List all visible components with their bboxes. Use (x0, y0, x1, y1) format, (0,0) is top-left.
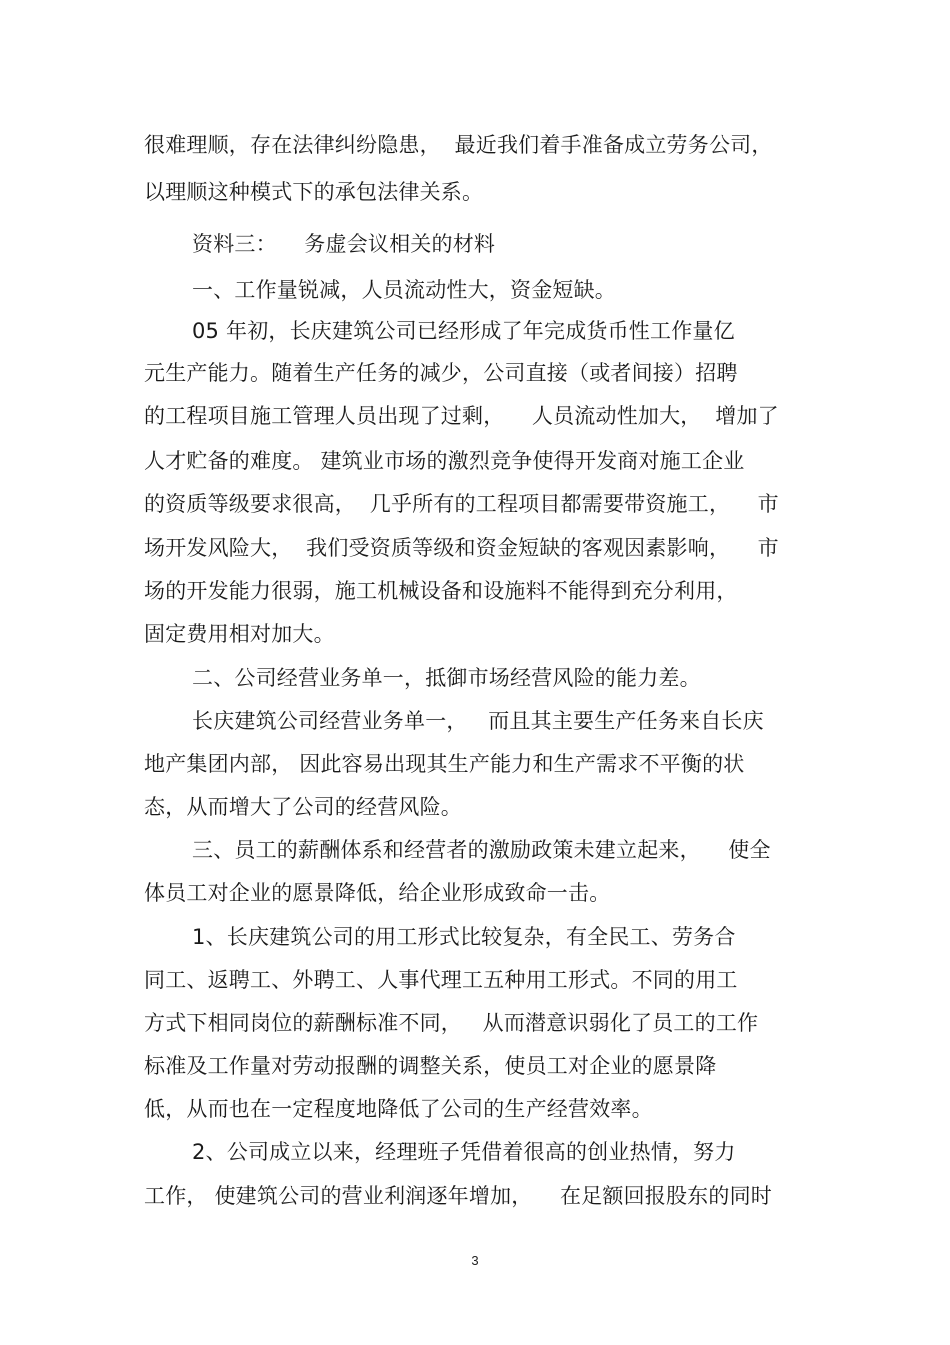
text-line: 2、公司成立以来，经理班子凭借着很高的创业热情，努力 (192, 1140, 736, 1164)
text-line: 场的开发能力很弱，施工机械设备和设施料不能得到充分利用， (144, 579, 738, 603)
text-line: 低，从而也在一定程度地降低了公司的生产经营效率。 (144, 1097, 653, 1121)
text-line: 05 年初，长庆建筑公司已经形成了年完成货币性工作量亿 (192, 319, 735, 343)
item-heading: 二、公司经营业务单一，抵御市场经营风险的能力差。 (192, 666, 701, 690)
text-line: 标准及工作量对劳动报酬的调整关系，使员工对企业的愿景降 (144, 1054, 717, 1078)
text-line: 的资质等级要求很高， 几乎所有的工程项目都需要带资施工， 市 (144, 492, 779, 516)
text-line: 工作， 使建筑公司的营业利润逐年增加， 在足额回报股东的同时 (144, 1184, 772, 1208)
text-line: 长庆建筑公司经营业务单一， 而且其主要生产任务来自长庆 (192, 709, 764, 733)
item-heading: 三、员工的薪酬体系和经营者的激励政策未建立起来， 使全 (192, 838, 771, 862)
text-line: 地产集团内部， 因此容易出现其生产能力和生产需求不平衡的状 (144, 752, 745, 776)
text-line: 的工程项目施工管理人员出现了过剩， 人员流动性加大， 增加了 (144, 404, 779, 428)
page-number: 3 (471, 1253, 479, 1268)
text-line: 态，从而增大了公司的经营风险。 (144, 795, 462, 819)
text-line: 体员工对企业的愿景降低，给企业形成致命一击。 (144, 881, 611, 905)
text-line: 1、长庆建筑公司的用工形式比较复杂，有全民工、劳务合 (192, 925, 736, 949)
section-heading: 资料三： 务虚会议相关的材料 (192, 232, 496, 256)
text-line: 同工、返聘工、外聘工、人事代理工五种用工形式。不同的用工 (144, 968, 738, 992)
item-heading: 一、工作量锐减，人员流动性大，资金短缺。 (192, 278, 616, 302)
text-line: 方式下相同岗位的薪酬标准不同， 从而潜意识弱化了员工的工作 (144, 1011, 759, 1035)
text-line: 固定费用相对加大。 (144, 622, 335, 646)
text-line: 很难理顺，存在法律纠纷隐患， 最近我们着手准备成立劳务公司， (144, 133, 773, 157)
text-line: 元生产能力。随着生产任务的减少，公司直接（或者间接）招聘 (144, 361, 738, 385)
text-line: 以理顺这种模式下的承包法律关系。 (144, 180, 484, 204)
text-line: 场开发风险大， 我们受资质等级和资金短缺的客观因素影响， 市 (144, 536, 779, 560)
text-line: 人才贮备的难度。 建筑业市场的激烈竞争使得开发商对施工企业 (144, 449, 745, 473)
